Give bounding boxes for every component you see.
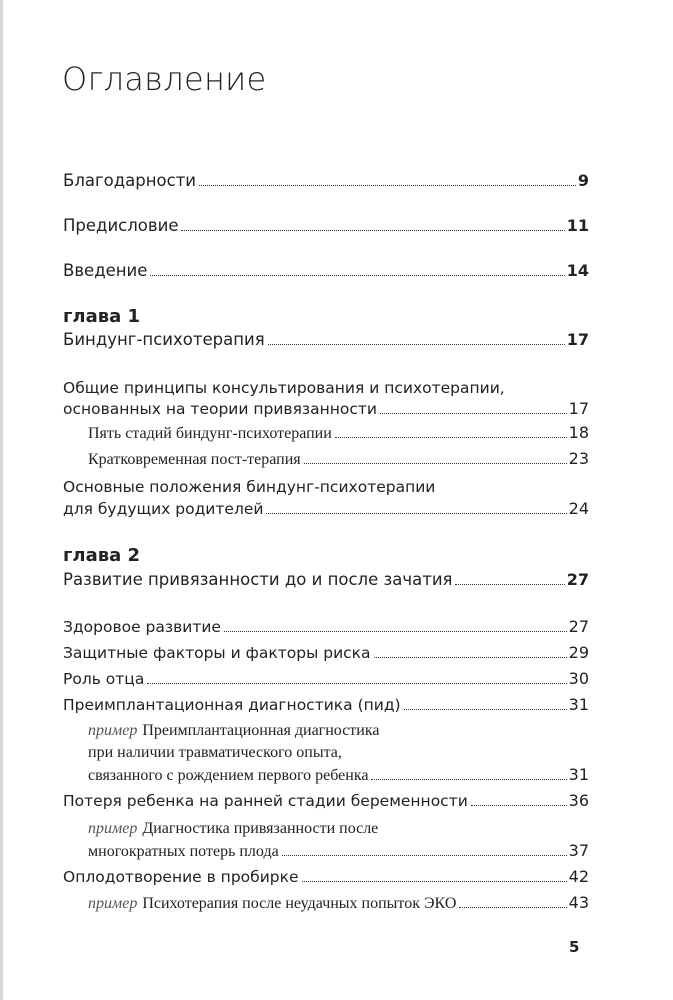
toc-entry-title: Биндунг-психотерапия	[63, 330, 265, 349]
dot-leader	[380, 413, 567, 414]
toc-entry-title: связанного с рождением первого ребенка	[88, 767, 369, 784]
dot-leader	[302, 881, 567, 882]
toc-entry-title: для будущих родителей	[63, 500, 264, 518]
dot-leader	[181, 230, 564, 231]
toc-entry[interactable]	[63, 215, 589, 237]
toc-entry[interactable]	[63, 616, 589, 638]
page-number: 5	[569, 938, 580, 956]
toc-entry-title: Общие принципы консультирования и психотерапии,	[63, 379, 505, 397]
toc-entry[interactable]	[63, 329, 589, 351]
toc-page-number: 11	[566, 216, 589, 235]
toc-entry[interactable]	[63, 498, 589, 520]
toc-entry-title: Здоровое развитие	[63, 618, 221, 636]
toc-entry-title: основанных на теории привязанности	[63, 400, 378, 418]
toc-entry[interactable]	[63, 569, 589, 591]
toc-entry[interactable]	[63, 398, 589, 420]
toc-entry[interactable]	[63, 642, 589, 664]
toc-page-number: 17	[568, 399, 589, 418]
toc-page-number: 17	[566, 330, 589, 349]
toc-page-number: 18	[568, 423, 589, 442]
toc-entry-title: Основные положения биндунг-психотерапии	[63, 478, 436, 496]
toc-entry-title: Кратковременная пост-терапия	[88, 451, 301, 468]
toc-entry[interactable]	[88, 742, 589, 764]
toc-entry-title: Введение	[63, 261, 148, 280]
toc-entry[interactable]	[63, 170, 589, 192]
dot-leader	[150, 275, 564, 276]
dot-leader	[374, 657, 567, 658]
toc-entry[interactable]	[63, 260, 589, 282]
dot-leader	[282, 855, 567, 856]
dot-leader	[268, 344, 565, 345]
chapter-heading: глава 1	[63, 306, 141, 327]
toc-entry-title: Предисловие	[63, 216, 179, 235]
example-label: пример	[88, 722, 138, 739]
toc-page-number: 31	[568, 765, 589, 784]
toc-entry-title: Оплодотворение в пробирке	[63, 868, 299, 886]
toc-page-number: 9	[577, 171, 589, 190]
toc-entry-title: при наличии травматического опыта,	[88, 744, 342, 761]
toc-page-number: 27	[568, 617, 589, 636]
dot-leader	[371, 779, 566, 780]
toc-entry-title: Защитные факторы и факторы риска	[63, 644, 371, 662]
toc-entry-title: Пять стадий биндунг-психотерапии	[88, 425, 332, 442]
dot-leader	[199, 185, 576, 186]
toc-entry[interactable]	[63, 694, 589, 716]
dot-leader	[459, 907, 566, 908]
toc-page-number: 29	[568, 643, 589, 662]
example-label: пример	[88, 895, 138, 912]
dot-leader	[224, 631, 567, 632]
toc-page-number: 36	[568, 791, 589, 810]
toc-entry-title: Развитие привязанности до и после зачатия	[63, 570, 453, 589]
dot-leader	[335, 437, 567, 438]
toc-entry[interactable]	[63, 476, 589, 498]
toc-page-number: 30	[568, 669, 589, 688]
toc-entry[interactable]	[88, 448, 589, 471]
toc-page-number: 14	[566, 261, 589, 280]
toc-entry[interactable]	[88, 720, 589, 742]
toc-entry-title: Преимплантационная диагностика (пид)	[63, 696, 401, 714]
toc-page-number: 43	[568, 893, 589, 912]
toc-entry-title: Потеря ребенка на ранней стадии беременности	[63, 792, 468, 810]
dot-leader	[455, 584, 564, 585]
toc-page-number: 42	[568, 867, 589, 886]
dot-leader	[266, 513, 566, 514]
dot-leader	[147, 683, 566, 684]
dot-leader	[404, 709, 567, 710]
toc-entry[interactable]	[63, 790, 589, 812]
toc-entry[interactable]	[88, 892, 589, 915]
toc-entry[interactable]	[88, 840, 589, 863]
toc-entry[interactable]	[88, 818, 589, 840]
toc-entry[interactable]	[63, 377, 589, 399]
chapter-heading: глава 2	[63, 545, 141, 566]
toc-page-number: 31	[568, 695, 589, 714]
toc-page-number: 27	[566, 570, 589, 589]
toc-entry-title: Роль отца	[63, 670, 145, 688]
dot-leader	[304, 463, 567, 464]
toc-entry-title: Психотерапия после неудачных попыток ЭКО	[142, 895, 457, 912]
toc-page-number: 37	[568, 841, 589, 860]
page-title: Оглавление	[62, 60, 267, 98]
dot-leader	[471, 805, 567, 806]
toc-page-number: 24	[568, 499, 589, 518]
toc-entry-title: многократных потерь плода	[88, 843, 279, 860]
toc-entry[interactable]	[63, 668, 589, 690]
toc-entry[interactable]	[63, 866, 589, 888]
toc-entry-title: Диагностика привязанности после	[142, 820, 379, 837]
example-label: пример	[88, 820, 138, 837]
toc-entry[interactable]	[88, 422, 589, 445]
toc-page-number: 23	[568, 449, 589, 468]
page-edge	[0, 0, 3, 1000]
toc-entry[interactable]	[88, 764, 589, 787]
toc-entry-title: Преимплантационная диагностика	[142, 722, 380, 739]
toc-entry-title: Благодарности	[63, 171, 197, 190]
